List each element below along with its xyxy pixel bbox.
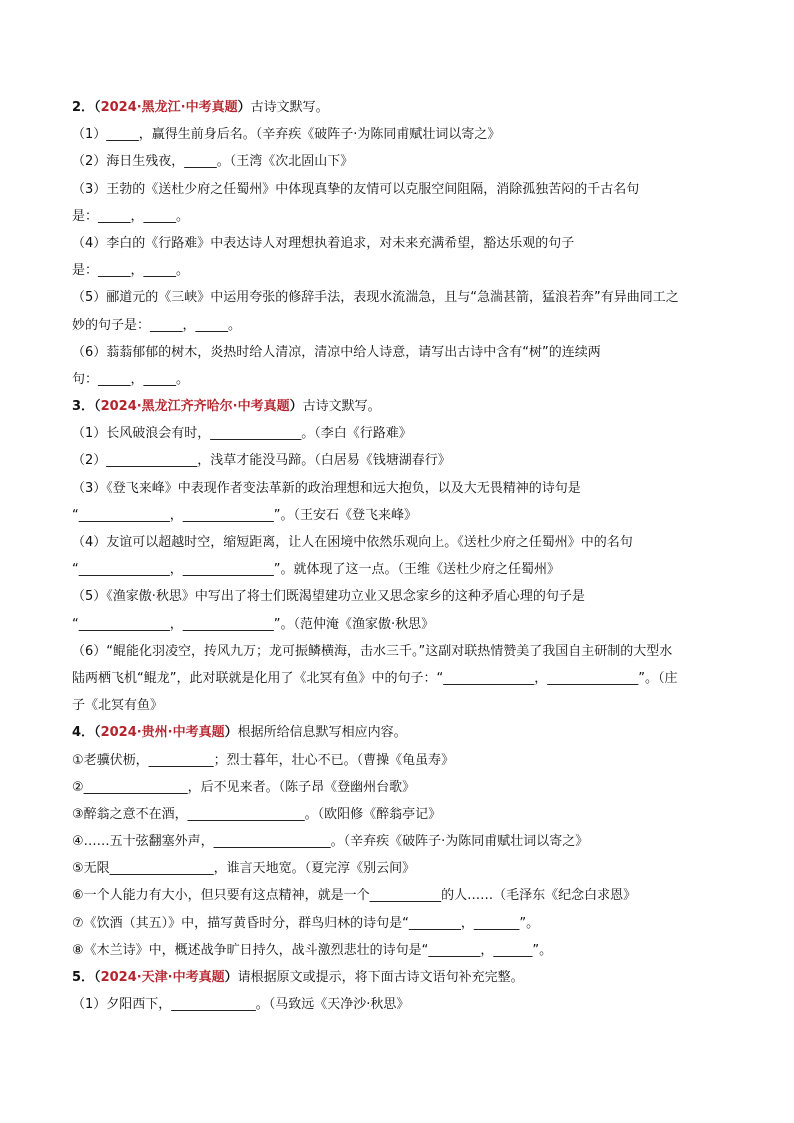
question-line: 子《北冥有鱼》 (72, 698, 164, 714)
question-line: ①老骥伏枥，__________；烈士暮年，壮心不已。（曹操《龟虽寿》 (72, 752, 455, 768)
question-line: （6）蓊蓊郁郁的树木，炎热时给人清凉，清凉中给人诗意，请写出古诗中含有“树”的连续两 (72, 344, 601, 360)
question-line: 陆两栖飞机“鲲龙”，此对联就是化用了《北冥有鱼》中的句子：“______________，______________”。（庄 (72, 670, 678, 686)
question-3 (72, 393, 722, 719)
question-line: （3）《登飞来峰》中表现作者变法革新的政治理想和远大抱负，以及大无畏精神的诗句是 (72, 480, 581, 496)
question-line: ④……五十弦翻塞外声，__________________。（辛弃疾《破阵子·为陈同甫赋壮词以寄之》 (72, 834, 589, 850)
question-line: （2）海日生残夜，_____。（王湾《次北固山下》 (72, 154, 354, 170)
question-line: 句：_____，_____。 (72, 371, 190, 387)
question-line: （5）《渔家傲·秋思》中写出了将士们既渴望建功立业又思念家乡的这种矛盾心理的句子是 (72, 589, 585, 605)
question-line: ⑦《饮酒（其五）》中，描写黄昏时分，群鸟归林的诗句是“________，_______”。 (72, 915, 540, 931)
question-line: 是：_____，_____。 (72, 208, 190, 224)
question-instruction: 古诗文默写。 (250, 100, 329, 115)
question-number: 5． (72, 970, 95, 985)
question-line: ⑤无限________________，谁言天地宽。（夏完淳《别云间》 (72, 861, 416, 877)
question-header: 3．（2024·黑龙江齐齐哈尔·中考真题）古诗文默写。 (72, 399, 381, 415)
question-line: ②________________，后不见来者。（陈子昂《登幽州台歌》 (72, 779, 416, 795)
question-source: 2024·黑龙江齐齐哈尔·中考真题 (100, 399, 290, 415)
question-header: 5．（2024·天津·中考真题）请根据原文或提示，将下面古诗文语句补充完整。 (72, 970, 524, 985)
question-source: 2024·天津·中考真题 (100, 970, 225, 985)
question-line: 妙的句子是：_____，_____。 (72, 317, 242, 333)
question-line: （1）长风破浪会有时，______________。（李白《行路难》 (72, 426, 412, 442)
question-line: （1）夕阳西下，_____________。（马致远《天净沙·秋思》 (72, 997, 410, 1013)
question-line: ③醉翁之意不在酒，__________________。（欧阳修《醉翁亭记》 (72, 806, 442, 822)
question-header: 2．（2024·黑龙江·中考真题）古诗文默写。 (72, 100, 329, 115)
question-4 (72, 719, 722, 964)
question-source: 2024·贵州·中考真题 (100, 725, 225, 741)
question-instruction: 古诗文默写。 (302, 399, 381, 415)
question-line: （4）友谊可以超越时空，缩短距离，让人在困境中依然乐观向上。《送杜少府之任蜀州》中的名句 (72, 535, 633, 550)
question-line: （4）李白的《行路难》中表达诗人对理想执着追求，对未来充满希望，豁达乐观的句子 (72, 235, 575, 251)
document-body (72, 94, 722, 1018)
question-line: ⑧《木兰诗》中，概述战争旷日持久，战斗激烈悲壮的诗句是“________，______”。 (72, 942, 553, 958)
question-5 (72, 964, 722, 1018)
question-line: 是：_____，_____。 (72, 263, 190, 279)
question-line: “______________，______________”。（范仲淹《渔家傲·秋思》 (72, 616, 435, 632)
question-2 (72, 94, 722, 393)
question-line: “______________，______________”。就体现了这一点。（王维《送杜少府之任蜀州》 (72, 562, 560, 578)
question-line: “______________，______________”。（王安石《登飞来峰》 (72, 507, 417, 523)
question-line: （3）王勃的《送杜少府之任蜀州》中体现真挚的友情可以克服空间阻隔，消除孤独苦闷的千古名句 (72, 181, 640, 197)
question-source: 2024·黑龙江·中考真题 (100, 100, 238, 115)
question-line: （2）______________，浅草才能没马蹄。（白居易《钱塘湖春行》 (72, 453, 451, 469)
question-number: 2． (72, 100, 95, 115)
question-line: （1）_____，赢得生前身后名。（辛弃疾《破阵子·为陈同甫赋壮词以寄之》 (72, 127, 501, 143)
question-instruction: 请根据原文或提示，将下面古诗文语句补充完整。 (237, 970, 524, 985)
question-line: （5）郦道元的《三峡》中运用夸张的修辞手法，表现水流湍急，且与“急湍甚箭，猛浪若奔”有异曲同工之 (72, 290, 679, 306)
question-line: ⑥一个人能力有大小，但只要有这点精神，就是一个___________的人……（毛泽东《纪念白求恩》 (72, 888, 637, 904)
question-header: 4．（2024·贵州·中考真题）根据所给信息默写相应内容。 (72, 725, 407, 741)
question-line: （6）“鲲能化羽凌空，抟风九万；龙可振鳞横海，击水三千。”这副对联热情赞美了我国自主研制的大型水 (72, 643, 673, 659)
question-instruction: 根据所给信息默写相应内容。 (237, 725, 407, 741)
question-number: 3． (72, 399, 95, 415)
question-number: 4． (72, 725, 95, 741)
